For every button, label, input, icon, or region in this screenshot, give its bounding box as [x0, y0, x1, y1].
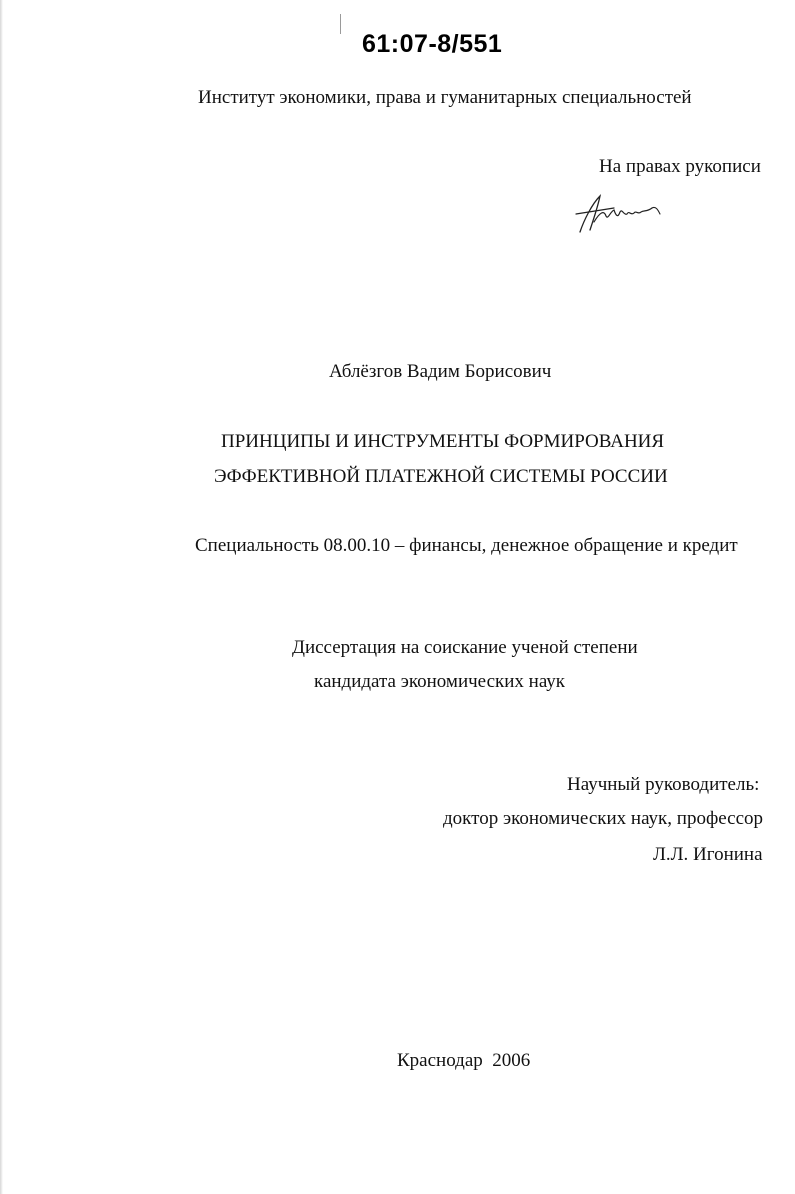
specialty: Специальность 08.00.10 – финансы, денежное обращение и кредит [195, 535, 738, 556]
institution-name: Институт экономики, права и гуманитарных специальностей [198, 87, 692, 108]
scan-mark [340, 14, 341, 34]
dissertation-title-line-2: ЭФФЕКТИВНОЙ ПЛАТЕЖНОЙ СИСТЕМЫ РОССИИ [214, 466, 668, 487]
supervisor-rank: доктор экономических наук, профессор [443, 808, 764, 829]
place-and-year: Краснодар 2006 [397, 1050, 531, 1071]
author-name: Аблёзгов Вадим Борисович [329, 361, 552, 382]
manuscript-note: На правах рукописи [599, 156, 761, 177]
supervisor-name: Л.Л. Игонина [653, 844, 763, 865]
degree-line-1: Диссертация на соискание ученой степени [292, 637, 638, 658]
supervisor-label: Научный руководитель: [567, 774, 760, 795]
catalog-number: 61:07-8/551 [362, 30, 503, 58]
dissertation-title-line-1: ПРИНЦИПЫ И ИНСТРУМЕНТЫ ФОРМИРОВАНИЯ [221, 431, 665, 452]
author-signature [574, 190, 664, 236]
scan-edge-shadow [0, 0, 3, 1194]
degree-line-2: кандидата экономических наук [314, 671, 566, 692]
